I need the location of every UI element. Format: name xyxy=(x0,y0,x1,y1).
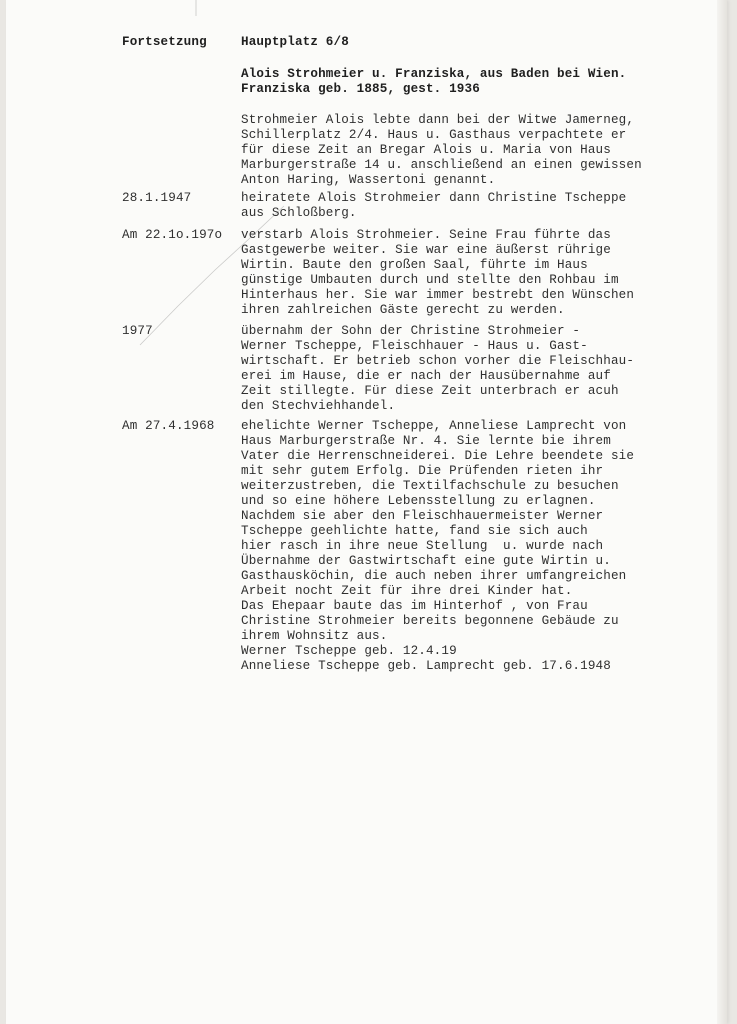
entry-line: Übernahme der Gastwirtschaft eine gute Wirtin u. xyxy=(241,554,611,568)
entry-line: Hinterhaus her. Sie war immer bestrebt den Wünschen xyxy=(241,288,635,302)
entry-line: Arbeit nocht Zeit für ihre drei Kinder hat. xyxy=(241,584,573,598)
entry-line: aus Schloßberg. xyxy=(241,206,357,220)
birth-line-werner: Werner Tscheppe geb. 12.4.19 xyxy=(241,644,457,658)
entry-line: heiratete Alois Strohmeier dann Christine Tscheppe xyxy=(241,191,627,205)
intro-line: Franziska geb. 1885, gest. 1936 xyxy=(241,82,480,96)
entry-line: Vater die Herrenschneiderei. Die Lehre beendete sie xyxy=(241,449,635,463)
paragraph-line: Schillerplatz 2/4. Haus u. Gasthaus verpachtete er xyxy=(241,128,627,142)
entry-line: Das Ehepaar baute das im Hinterhof , von Frau xyxy=(241,599,588,613)
entry-date: Am 27.4.1968 xyxy=(122,419,215,433)
entry-line: hier rasch in ihre neue Stellung u. wurde nach xyxy=(241,539,604,553)
entry-line: übernahm der Sohn der Christine Strohmeier - xyxy=(241,324,581,338)
entry-line: Haus Marburgerstraße Nr. 4. Sie lernte bie ihrem xyxy=(241,434,611,448)
entry-date: 28.1.1947 xyxy=(122,191,192,205)
paragraph-line: Marburgerstraße 14 u. anschließend an einen gewissen xyxy=(241,158,642,172)
entry-line: ihren zahlreichen Gäste gerecht zu werden. xyxy=(241,303,565,317)
entry-date: Am 22.1o.197o xyxy=(122,228,223,242)
entry-line: Gasthausköchin, die auch neben ihrer umfangreichen xyxy=(241,569,627,583)
birth-line-anneliese: Anneliese Tscheppe geb. Lamprecht geb. 17.6.1948 xyxy=(241,659,611,673)
entry-line: günstige Umbauten durch und stellte den Rohbau im xyxy=(241,273,619,287)
entry-line: ihrem Wohnsitz aus. xyxy=(241,629,388,643)
entry-line: Zeit stillegte. Für diese Zeit unterbrach er acuh xyxy=(241,384,619,398)
entry-line: ehelichte Werner Tscheppe, Anneliese Lamprecht von xyxy=(241,419,627,433)
entry-line: Werner Tscheppe, Fleischhauer - Haus u. Gast- xyxy=(241,339,588,353)
entry-line: Nachdem sie aber den Fleischhauermeister Werner xyxy=(241,509,604,523)
entry-line: wirtschaft. Er betrieb schon vorher die Fleischhau- xyxy=(241,354,635,368)
entry-date: 1977 xyxy=(122,324,153,338)
paragraph-line: für diese Zeit an Bregar Alois u. Maria von Haus xyxy=(241,143,611,157)
intro-line: Alois Strohmeier u. Franziska, aus Baden bei Wien. xyxy=(241,67,627,81)
entry-line: Wirtin. Baute den großen Saal, führte im Haus xyxy=(241,258,588,272)
paragraph-line: Anton Haring, Wassertoni genannt. xyxy=(241,173,496,187)
entry-line: weiterzustreben, die Textilfachschule zu besuchen xyxy=(241,479,619,493)
paragraph-line: Strohmeier Alois lebte dann bei der Witwe Jamerneg, xyxy=(241,113,635,127)
entry-line: erei im Hause, die er nach der Hausübernahme auf xyxy=(241,369,611,383)
entry-line: mit sehr gutem Erfolg. Die Prüfenden rieten ihr xyxy=(241,464,604,478)
entry-line: Gastgewerbe weiter. Sie war eine äußerst rührige xyxy=(241,243,611,257)
heading-address: Hauptplatz 6/8 xyxy=(241,35,349,49)
entry-line: und so eine höhere Lebensstellung zu erlagnen. xyxy=(241,494,596,508)
entry-line: Christine Strohmeier bereits begonnene Gebäude zu xyxy=(241,614,619,628)
entry-line: verstarb Alois Strohmeier. Seine Frau führte das xyxy=(241,228,611,242)
entry-line: den Stechviehhandel. xyxy=(241,399,396,413)
heading-continuation-label: Fortsetzung xyxy=(122,35,207,49)
entry-line: Tscheppe geehlichte hatte, fand sie sich auch xyxy=(241,524,588,538)
